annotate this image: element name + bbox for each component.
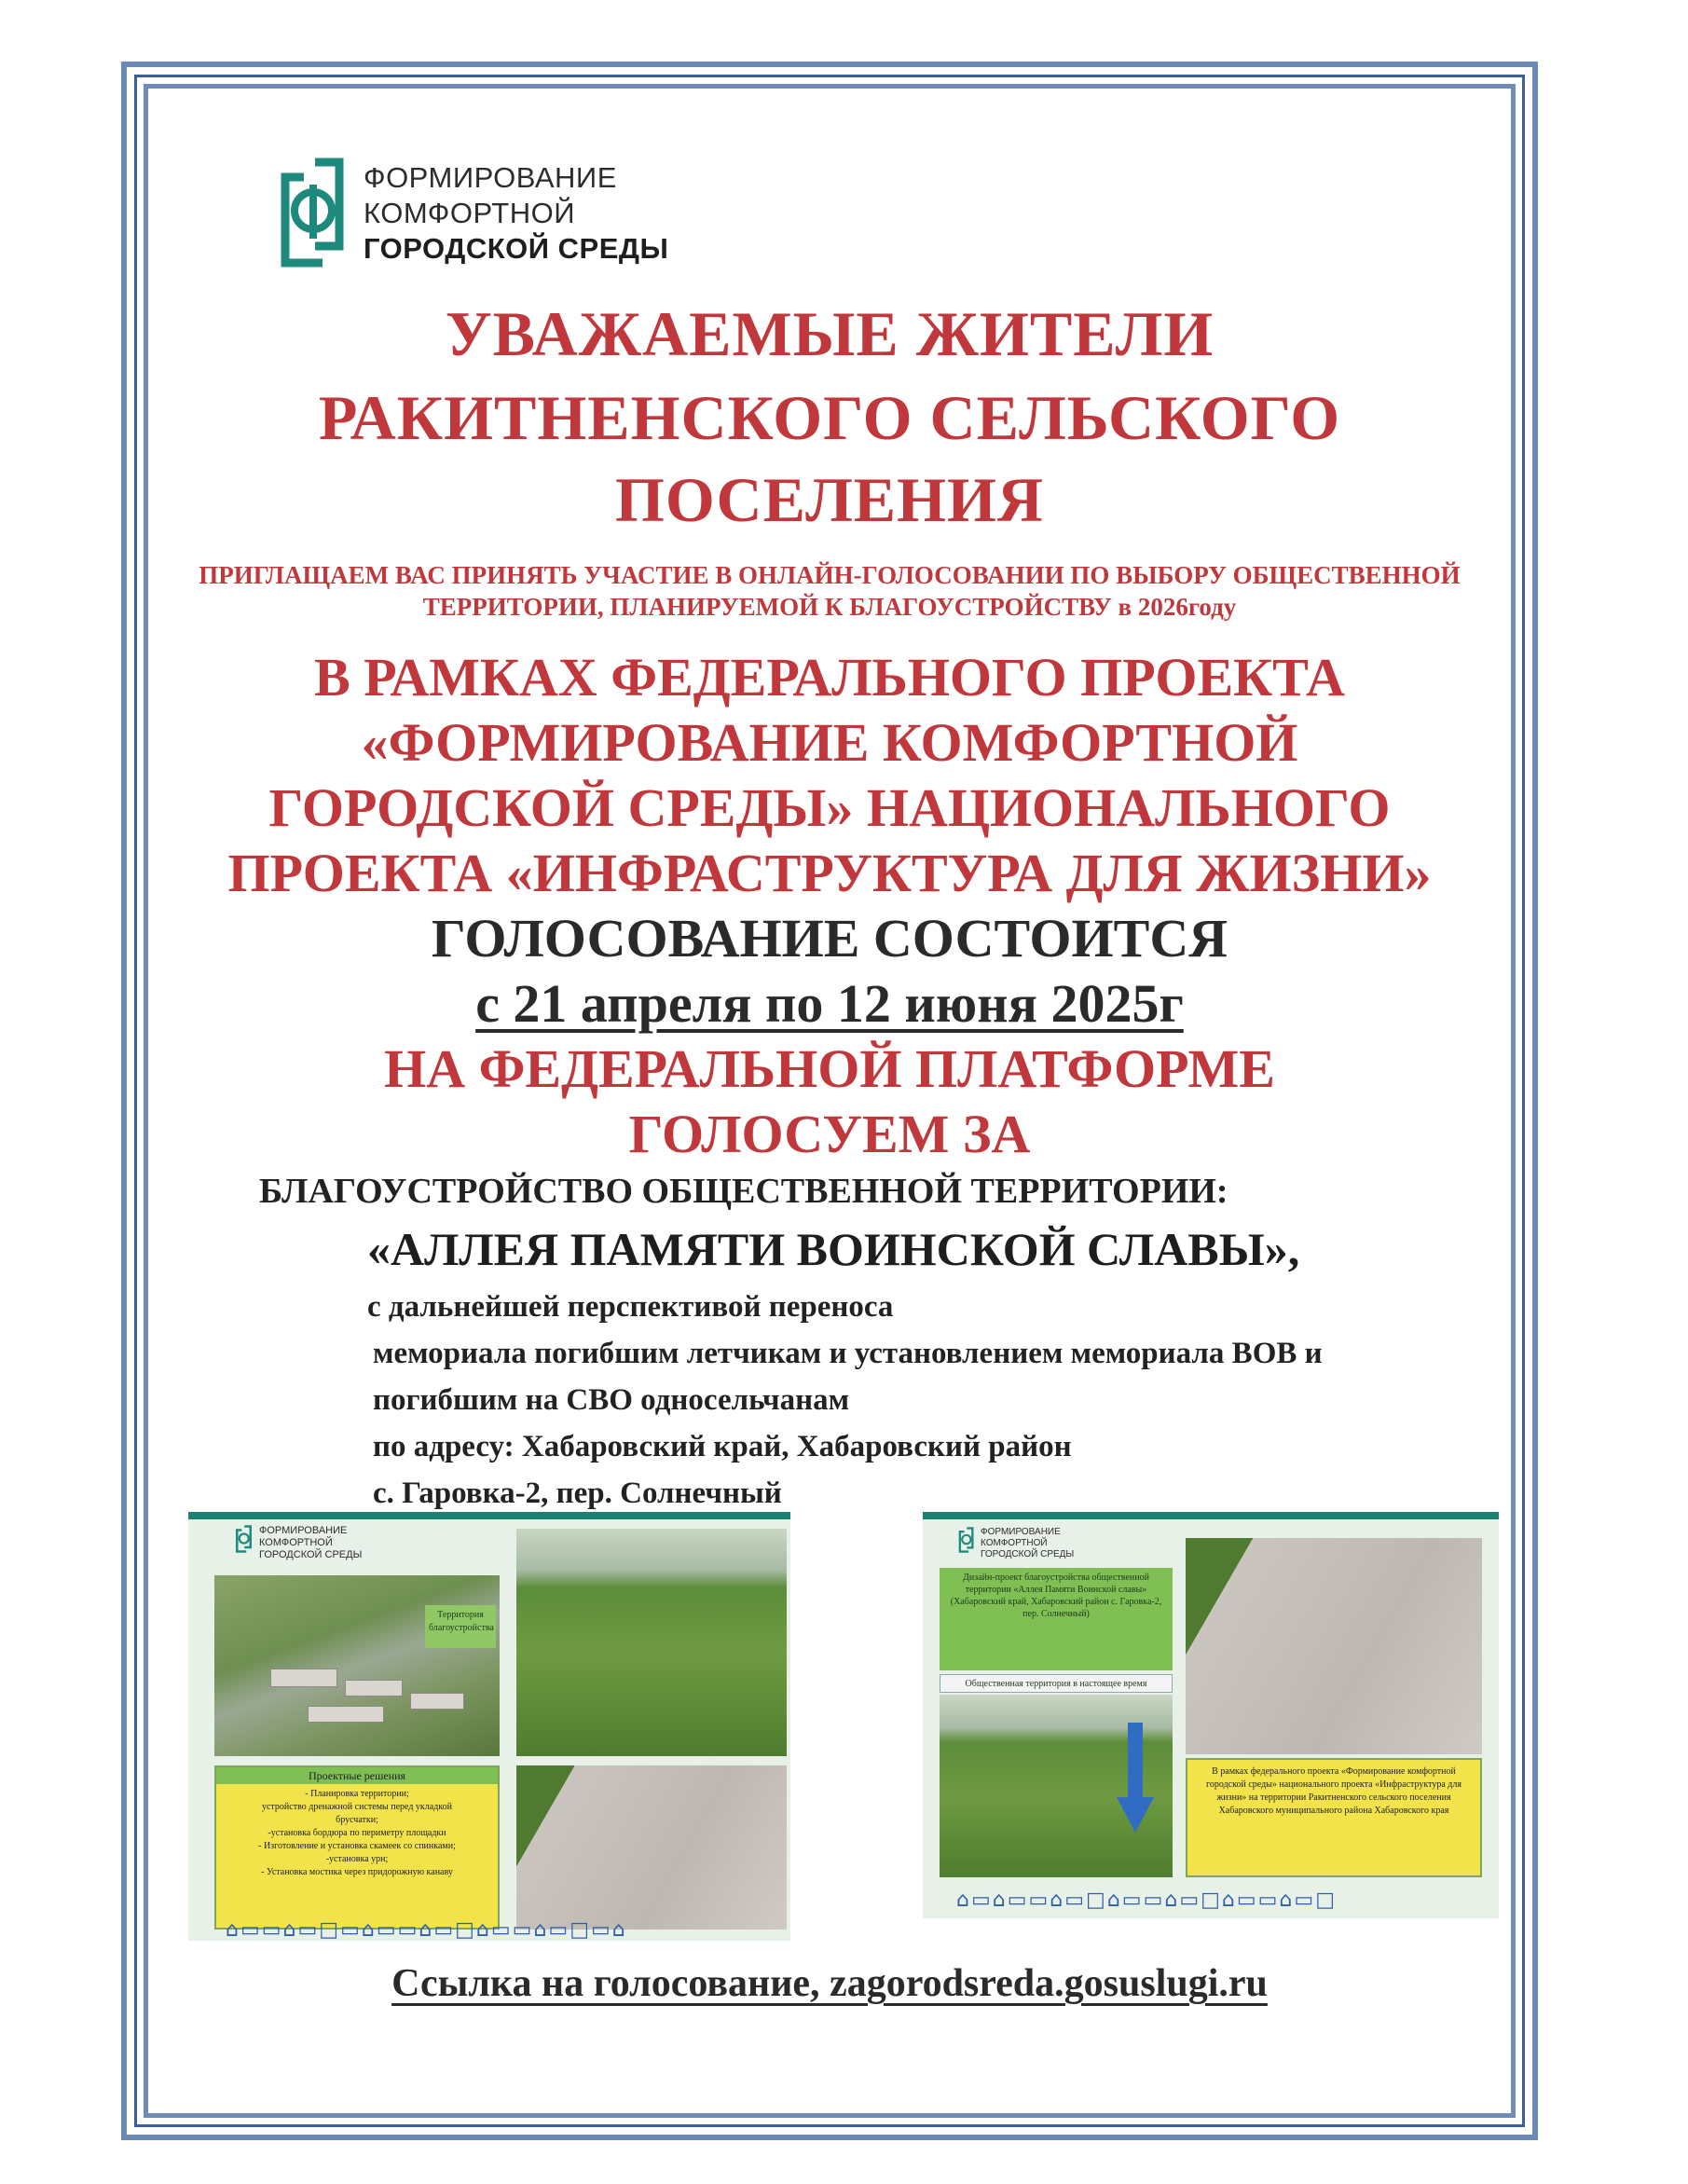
slide2-current-label: Общественная территория в настоящее время xyxy=(940,1674,1173,1693)
slide1-top-strip xyxy=(188,1512,790,1519)
slide2-project-note: В рамках федерального проекта «Формирование комфортной городской среды» национального проекта «Инфраструктура для жизни» на территории Ракитненского сельского поселения Хабаровского муниципального района Хабаровского края xyxy=(1186,1758,1482,1877)
vote-for-heading: ГОЛОСУЕМ ЗА xyxy=(628,1104,1031,1164)
logo-line-1: ФОРМИРОВАНИЕ xyxy=(364,161,617,194)
slide1-solution-item: - Планировка территории; xyxy=(305,1789,409,1799)
project-slide-2 xyxy=(923,1512,1499,1918)
slide1-solution-item: -установка урн; xyxy=(325,1854,389,1864)
voting-link[interactable] xyxy=(149,1957,1510,2010)
building-shape xyxy=(270,1669,337,1687)
slide2-logo-icon xyxy=(958,1527,977,1553)
slide1-paving-render xyxy=(516,1765,787,1930)
slide1-logo-line-3: ГОРОДСКОЙ СРЕДЫ xyxy=(259,1549,363,1560)
slide1-solution-item: брусчатки; xyxy=(336,1815,378,1825)
building-shape xyxy=(308,1706,384,1723)
building-shape xyxy=(410,1693,464,1710)
project-line-3: ГОРОДСКОЙ СРЕДЫ» НАЦИОНАЛЬНОГО xyxy=(268,777,1391,838)
slide1-map-label: Территория благоустройства xyxy=(425,1605,496,1648)
down-arrow-icon xyxy=(1117,1723,1154,1834)
slide2-logo-line-1: ФОРМИРОВАНИЕ xyxy=(981,1527,1061,1537)
project-line-4: ПРОЕКТА «ИНФРАСТРУКТУРА ДЛЯ ЖИЗНИ» xyxy=(227,843,1432,903)
slide1-solution-item: - Установка мостика через придорожную канаву xyxy=(261,1867,453,1877)
slide1-solutions-box xyxy=(214,1765,500,1930)
territory-desc-1: с дальнейшей перспективой переноса xyxy=(367,1290,894,1324)
headline-line-3: ПОСЕЛЕНИЯ xyxy=(614,464,1045,535)
slide1-aerial-photo xyxy=(214,1575,500,1756)
voting-title: ГОЛОСОВАНИЕ СОСТОИТСЯ xyxy=(431,908,1228,968)
headline-line-2: РАКИТНЕНСКОГО СЕЛЬСКОГО xyxy=(318,382,1341,453)
voting-dates-text: с 21 апреля по 12 июня 2025г xyxy=(475,973,1184,1034)
slide1-solutions-title: Проектные решения xyxy=(216,1767,498,1784)
territory-address-1: по адресу: Хабаровский край, Хабаровский район xyxy=(373,1430,1072,1463)
slide1-solution-item: устройство дренажной системы перед укладкой xyxy=(261,1802,453,1812)
territory-heading: БЛАГОУСТРОЙСТВО ОБЩЕСТВЕННОЙ ТЕРРИТОРИИ: xyxy=(259,1172,1228,1211)
slide1-town-icons: ⌂▭▭⌂▭□▭⌂▭▭⌂▭□⌂▭▭⌂▭□▭⌂ xyxy=(226,1918,627,1941)
slide2-top-strip xyxy=(923,1512,1499,1519)
brand-logo xyxy=(278,157,669,276)
project-slide-1 xyxy=(188,1512,790,1941)
slide2-town-icons: ⌂▭⌂▭▭⌂▭□⌂▭▭⌂▭□⌂▭▭⌂▭□ xyxy=(956,1889,1337,1912)
logo-line-3: ГОРОДСКОЙ СРЕДЫ xyxy=(364,232,669,265)
slide1-logo-icon xyxy=(235,1525,255,1553)
slide1-logo-line-2: КОМФОРТНОЙ xyxy=(259,1537,333,1548)
slide2-logo-line-2: КОМФОРТНОЙ xyxy=(981,1538,1048,1548)
slide2-current-photo xyxy=(940,1695,1173,1877)
building-shape xyxy=(345,1680,403,1696)
brand-logo-icon xyxy=(278,157,358,268)
territory-desc-2: мемориала погибшим летчикам и установлением мемориала ВОВ и xyxy=(373,1337,1323,1370)
slide1-grass-photo xyxy=(516,1529,787,1756)
slide2-paving-render xyxy=(1186,1538,1482,1754)
slide2-design-label: Дизайн-проект благоустройства общественной территории «Аллея Памяти Воинской славы» (Хабаровский край, Хабаровский район с. Гаровка-2, пер. Солнечный) xyxy=(940,1568,1173,1670)
voting-dates xyxy=(149,971,1510,1037)
slide1-logo-line-1: ФОРМИРОВАНИЕ xyxy=(259,1525,348,1536)
project-line-1: В РАМКАХ ФЕДЕРАЛЬНОГО ПРОЕКТА xyxy=(314,647,1345,707)
territory-desc-3: погибшим на СВО односельчанам xyxy=(373,1383,850,1417)
voting-link-text[interactable]: Ссылка на голосование, zagorodsreda.gosuslugi.ru xyxy=(391,1962,1268,2005)
headline-line-1: УВАЖАЕМЫЕ ЖИТЕЛИ xyxy=(445,298,1215,369)
slide2-logo-line-3: ГОРОДСКОЙ СРЕДЫ xyxy=(981,1549,1075,1559)
logo-line-2: КОМФОРТНОЙ xyxy=(364,197,575,229)
slide1-solution-item: - Изготовление и установка скамеек со спинками; xyxy=(258,1841,456,1851)
invitation-line-2: ТЕРРИТОРИИ, ПЛАНИРУЕМОЙ К БЛАГОУСТРОЙСТВУ в 2026году xyxy=(422,593,1237,621)
invitation-line-1: ПРИГЛАЩАЕМ ВАС ПРИНЯТЬ УЧАСТИЕ В ОНЛАЙН-ГОЛОСОВАНИИ ПО ВЫБОРУ ОБЩЕСТВЕННОЙ xyxy=(199,561,1461,589)
voting-platform: НА ФЕДЕРАЛЬНОЙ ПЛАТФОРМЕ xyxy=(384,1038,1275,1099)
territory-name: «АЛЛЕЯ ПАМЯТИ ВОИНСКОЙ СЛАВЫ», xyxy=(367,1223,1300,1275)
project-line-2: «ФОРМИРОВАНИЕ КОМФОРТНОЙ xyxy=(361,712,1298,773)
territory-address-2: с. Гаровка-2, пер. Солнечный xyxy=(373,1477,782,1510)
slide1-solution-item: -установка бордюра по периметру площадки xyxy=(268,1828,446,1838)
